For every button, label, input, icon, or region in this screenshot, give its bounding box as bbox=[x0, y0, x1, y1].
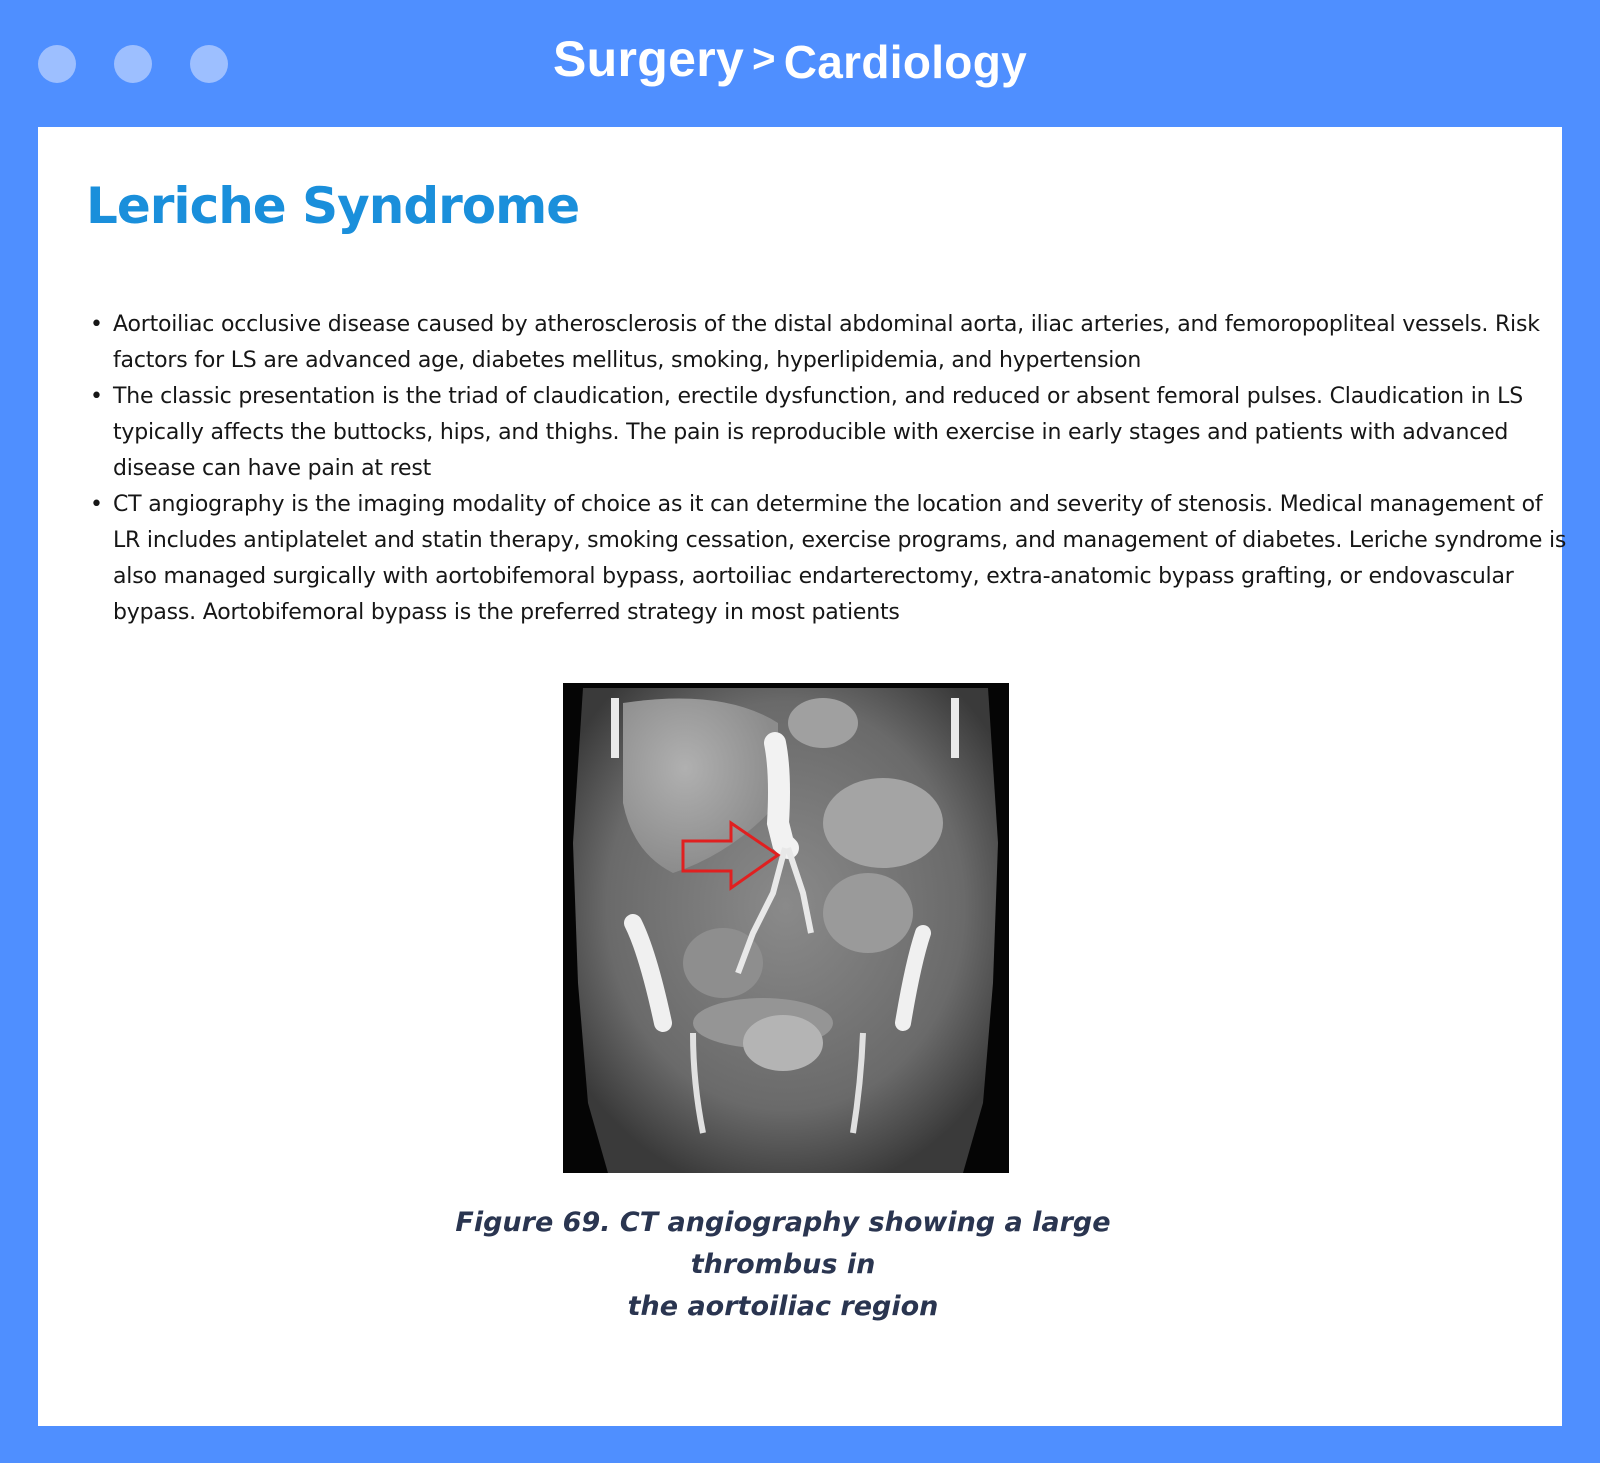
bullet-item: • Aortoiliac occlusive disease caused by atherosclerosis of the distal abdominal aorta, iliac arteries, and femoropopliteal vessels. Risk factors for LS are advanced age, diabetes mellitus, smoking, hyperlipidemia, and hypertension bbox=[88, 307, 1568, 379]
ct-angiography-image bbox=[563, 683, 1009, 1173]
caption-line: Figure 69. CT angiography showing a large thrombus in bbox=[455, 1207, 1111, 1280]
rib-shape bbox=[611, 698, 619, 758]
bullet-list bbox=[88, 307, 1568, 631]
breadcrumb-cardiology[interactable]: Cardiology bbox=[783, 36, 1027, 88]
bowel-shape bbox=[823, 873, 913, 953]
rib-shape bbox=[951, 698, 959, 758]
stomach-shape bbox=[788, 698, 858, 748]
breadcrumb bbox=[0, 30, 1580, 88]
breadcrumb-surgery[interactable]: Surgery bbox=[553, 31, 745, 87]
figure-caption bbox=[378, 1202, 1188, 1328]
breadcrumb-separator: > bbox=[752, 37, 776, 81]
bladder-shape bbox=[743, 1015, 823, 1071]
bullet-item: • The classic presentation is the triad of claudication, erectile dysfunction, and reduced or absent femoral pulses. Claudication in LS typically affects the buttocks, hips, and thighs. The pain is reproducible with exercise in early stages and patients with advanced disease can have pain at rest bbox=[88, 379, 1568, 487]
content-panel bbox=[38, 127, 1567, 1426]
bullet-item: • CT angiography is the imaging modality of choice as it can determine the location and severity of stenosis. Medical management of LR includes antiplatelet and statin therapy, smoking cessation, exercise programs, and management of diabetes. Leriche syndrome is also managed surgically with aortobifemoral bypass, aortoiliac endarterectomy, extra-anatomic bypass grafting, or endovascular bypass. Aortobifemoral bypass is the preferred strategy in most patients bbox=[88, 487, 1568, 631]
bowel-shape bbox=[823, 778, 943, 868]
caption-line: the aortoiliac region bbox=[627, 1291, 939, 1322]
ct-scan-illustration bbox=[563, 683, 1009, 1173]
page-title: Leriche Syndrome bbox=[86, 177, 580, 235]
aorta-vessel bbox=[775, 743, 788, 848]
